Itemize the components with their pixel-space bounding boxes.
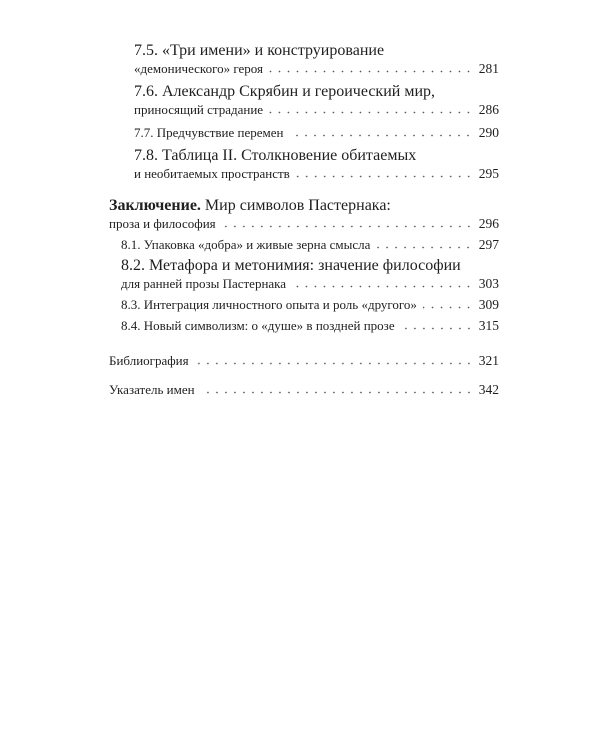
dot-leader bbox=[292, 285, 473, 288]
toc-entry-title-line2: и необитаемых пространств bbox=[134, 166, 290, 181]
toc-entry-conclusion[interactable] bbox=[109, 197, 499, 232]
conclusion-bold-label: Заключение. bbox=[109, 197, 201, 214]
toc-entry-title-line1: 7.8. Таблица II. Столкновение обитаемых bbox=[134, 147, 417, 164]
toc-entry-title: 8.3. Интеграция личностного опыта и роль «другого» bbox=[121, 297, 417, 312]
toc-entry-7-6[interactable] bbox=[109, 83, 499, 118]
toc-entry-7-8[interactable] bbox=[109, 147, 499, 182]
toc-entry-title-line2: приносящий страдание bbox=[134, 102, 264, 117]
toc-entry-title-line1 bbox=[109, 197, 499, 215]
toc-page-number: 309 bbox=[478, 297, 499, 312]
dot-leader bbox=[376, 246, 473, 249]
dot-leader bbox=[269, 70, 473, 73]
conclusion-title-rest: Мир символов Пастернака: bbox=[200, 197, 391, 214]
toc-entry-title: 8.1. Упаковка «добра» и живые зерна смысла bbox=[121, 237, 371, 252]
dot-leader bbox=[401, 327, 473, 330]
toc-entry-title: 8.4. Новый символизм: о «душе» в поздней прозе bbox=[121, 318, 395, 333]
toc-entry-7-5[interactable] bbox=[109, 42, 499, 77]
toc-entry-title-line2: для ранней прозы Пастернака bbox=[121, 276, 287, 291]
dot-leader bbox=[195, 362, 473, 365]
toc-entry-title: Библиография bbox=[109, 353, 189, 368]
toc-entry-title-line1: 7.6. Александр Скрябин и героический мир, bbox=[134, 83, 435, 100]
toc-entry-8-1[interactable] bbox=[109, 236, 499, 253]
toc-page-number: 297 bbox=[478, 237, 499, 252]
toc-entry-bibliography[interactable] bbox=[109, 352, 499, 369]
toc-entry-title-line1: 8.2. Метафора и метонимия: значение философии bbox=[121, 257, 461, 274]
dot-leader bbox=[423, 306, 473, 309]
toc-page-number: 321 bbox=[478, 353, 499, 368]
toc-page-number: 315 bbox=[478, 318, 499, 333]
toc-page-number: 303 bbox=[478, 276, 499, 291]
toc-entry-title-line2: проза и философия bbox=[109, 216, 216, 231]
toc-page-number: 342 bbox=[478, 382, 499, 397]
toc-page-number: 290 bbox=[478, 125, 499, 140]
table-of-contents bbox=[109, 42, 499, 398]
toc-page-number: 296 bbox=[478, 216, 499, 231]
toc-entry-title: 7.7. Предчувствие перемен bbox=[134, 125, 284, 140]
toc-entry-8-4[interactable] bbox=[109, 317, 499, 334]
dot-leader bbox=[289, 134, 473, 137]
toc-entry-title-line2: «демонического» героя bbox=[134, 61, 264, 76]
toc-entry-7-7[interactable] bbox=[109, 124, 499, 141]
toc-entry-title: Указатель имен bbox=[109, 382, 195, 397]
dot-leader bbox=[222, 225, 473, 228]
toc-page-number: 281 bbox=[478, 61, 499, 76]
toc-entry-8-2[interactable] bbox=[109, 257, 499, 292]
dot-leader bbox=[201, 391, 473, 394]
toc-page-number: 286 bbox=[478, 102, 499, 117]
dot-leader bbox=[296, 175, 473, 178]
toc-entry-8-3[interactable] bbox=[109, 296, 499, 313]
toc-entry-name-index[interactable] bbox=[109, 381, 499, 398]
toc-page-number: 295 bbox=[478, 166, 499, 181]
toc-entry-title-line1: 7.5. «Три имени» и конструирование bbox=[134, 42, 385, 59]
dot-leader bbox=[269, 111, 473, 114]
